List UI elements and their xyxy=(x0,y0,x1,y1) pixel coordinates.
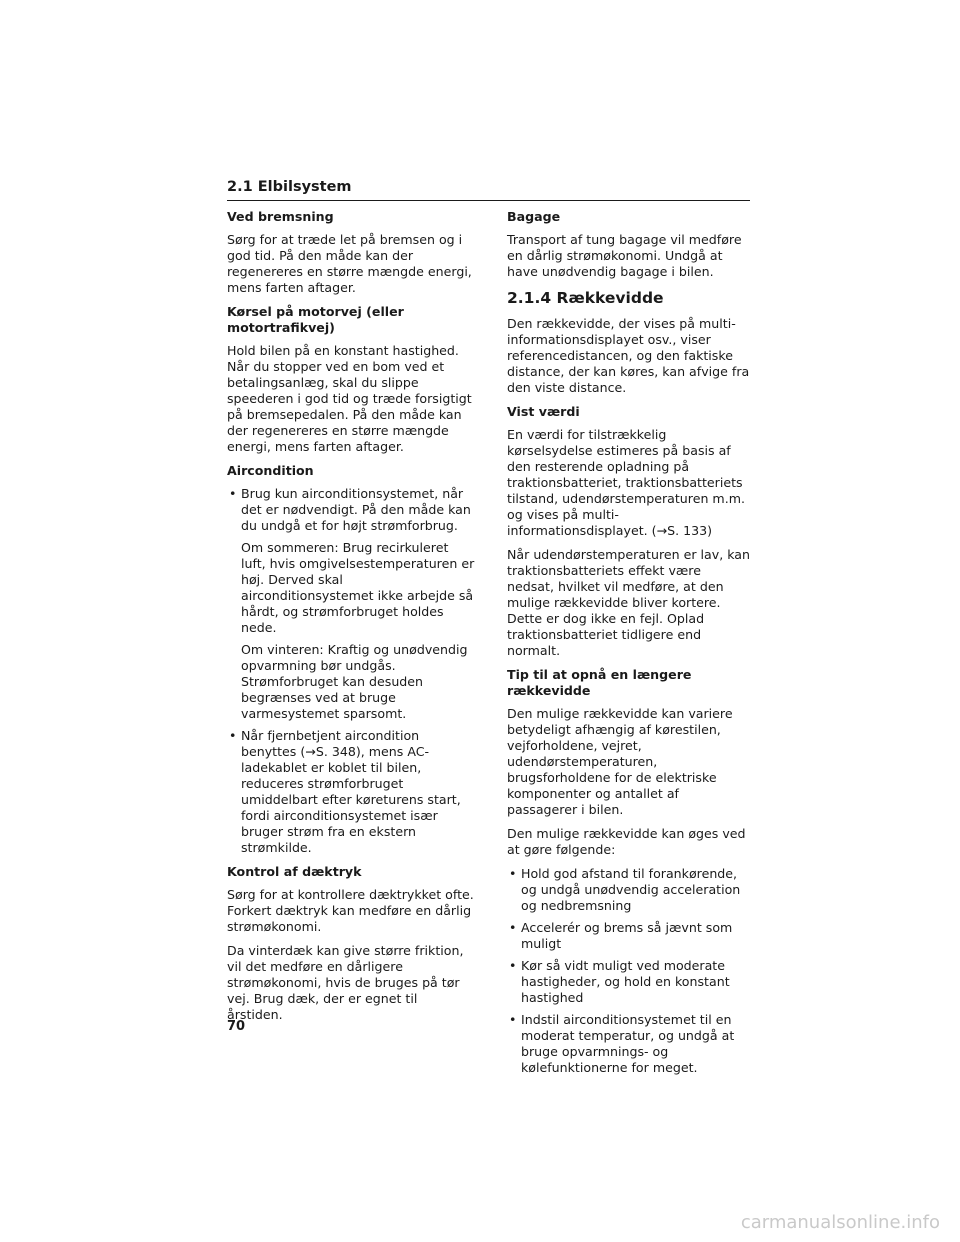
heading-range-tips: Tip til at opnå en længere rækkevidde xyxy=(507,667,692,698)
watermark: carmanualsonline.info xyxy=(740,1212,940,1233)
bullet-icon: • xyxy=(509,958,517,973)
paragraph-range-tips-2: Den mulige rækkevidde kan øges ved at gøre følgende: xyxy=(507,826,746,857)
bullet-icon: • xyxy=(229,486,237,501)
bullet-icon: • xyxy=(509,866,517,881)
list-item xyxy=(227,728,475,856)
heading-tire-pressure: Kontrol af dæktryk xyxy=(227,864,362,879)
aircondition-list xyxy=(227,486,475,856)
list-item-text: Indstil airconditionsystemet til en moderat temperatur, og undgå at bruge opvarmnings- og kølefunktionerne for meget. xyxy=(521,1012,735,1075)
paragraph-range-tips-1: Den mulige rækkevidde kan variere betydeligt afhængig af kørestilen, vejforholdene, vejret, udendørstemperaturen, brugsforholdene for de elektriske komponenter og antallet af passagerer i bilen. xyxy=(507,706,733,817)
paragraph-range-intro: Den rækkevidde, der vises på multi-informationsdisplayet osv., viser referencedistancen, og den faktiske distance, der kan køres, kan afvige fra den viste distance. xyxy=(507,316,750,395)
bullet-icon: • xyxy=(509,920,517,935)
list-item xyxy=(507,1012,751,1076)
paragraph-luggage: Transport af tung bagage vil medføre en dårlig strømøkonomi. Undgå at have unødvendig bagage i bilen. xyxy=(507,232,742,279)
section-heading-range xyxy=(507,288,751,308)
list-item-text: Kør så vidt muligt ved moderate hastigheder, og hold en konstant hastighed xyxy=(521,958,730,1005)
heading-luggage: Bagage xyxy=(507,209,561,224)
heading-aircondition: Aircondition xyxy=(227,463,314,478)
section-title: Rækkevidde xyxy=(556,289,664,307)
header-title xyxy=(227,178,352,196)
header-section-title: Elbilsystem xyxy=(257,179,352,195)
paragraph-motorway: Hold bilen på en konstant hastighed. Når du stopper ved en bom ved et betalingsanlæg, skal du slippe speederen i god tid og træde forsigtigt på bremsepedalen. På den måde kan der regenereres en større mængde energi, mens farten aftager. xyxy=(227,343,472,454)
paragraph-tire-pressure-1: Sørg for at kontrollere dæktrykket ofte. Forkert dæktryk kan medføre en dårlig strømøkonomi. xyxy=(227,887,474,934)
paragraph-displayed-value-1: En værdi for tilstrækkelig kørselsydelse estimeres på basis af den resterende opladning på traktionsbatteriet, traktionsbatteriets tilstand, udendørstemperaturen m.m. og vises på multi-informationsdisplayet. (→S. 133) xyxy=(507,427,745,538)
list-item xyxy=(507,920,751,952)
list-subparagraph-summer: Om sommeren: Brug recirkuleret luft, hvis omgivelsestemperaturen er høj. Derved skal airconditionsystemet ikke arbejde så hårdt, og strømforbruget holdes nede. xyxy=(241,540,475,635)
list-subparagraph-winter: Om vinteren: Kraftig og unødvendig opvarmning bør undgås. Strømforbruget kan desuden begrænses ved at bruge varmesystemet sparsomt. xyxy=(241,642,468,721)
list-item-text: Brug kun airconditionsystemet, når det er nødvendigt. På den måde kan du undgå et for højt strømforbrug. xyxy=(241,486,471,533)
heading-displayed-value: Vist værdi xyxy=(507,404,580,419)
bullet-icon: • xyxy=(229,728,237,743)
paragraph-displayed-value-2: Når udendørstemperaturen er lav, kan traktionsbatteriets effekt være nedsat, hvilket vil medføre, at den mulige rækkevidde bliver kortere. Dette er dog ikke en fejl. Oplad traktionsbatteriet tidligere end normalt. xyxy=(507,547,750,658)
list-item xyxy=(227,486,475,722)
page-number: 70 xyxy=(227,1019,246,1034)
paragraph-tire-pressure-2: Da vinterdæk kan give større friktion, vil det medføre en dårligere strømøkonomi, hvis de bruges på tør vej. Brug dæk, der er egnet til årstiden. xyxy=(227,943,464,1022)
left-column xyxy=(227,209,475,1031)
right-column xyxy=(507,209,751,1084)
heading-motorway: Kørsel på motorvej (eller motortrafikvej) xyxy=(227,304,404,335)
list-item-text: Hold god afstand til forankørende, og undgå unødvendig acceleration og nedbremsning xyxy=(521,866,741,913)
page-header xyxy=(227,178,750,201)
list-item xyxy=(507,866,751,914)
range-tips-list xyxy=(507,866,751,1076)
list-item xyxy=(507,958,751,1006)
header-section-number: 2.1 xyxy=(227,179,253,195)
list-item-text: Når fjernbetjent aircondition benyttes (→S. 348), mens AC-ladekablet er koblet til bilen, reduceres strømforbruget umiddelbart efter køreturens start, fordi airconditionsystemet især bruger strøm fra en ekstern strømkilde. xyxy=(241,728,461,855)
list-item-text: Accelerér og brems så jævnt som muligt xyxy=(521,920,733,951)
section-number: 2.1.4 xyxy=(507,289,552,307)
bullet-icon: • xyxy=(509,1012,517,1027)
heading-braking: Ved bremsning xyxy=(227,209,334,224)
paragraph-braking: Sørg for at træde let på bremsen og i god tid. På den måde kan der regenereres en større mængde energi, mens farten aftager. xyxy=(227,232,472,295)
